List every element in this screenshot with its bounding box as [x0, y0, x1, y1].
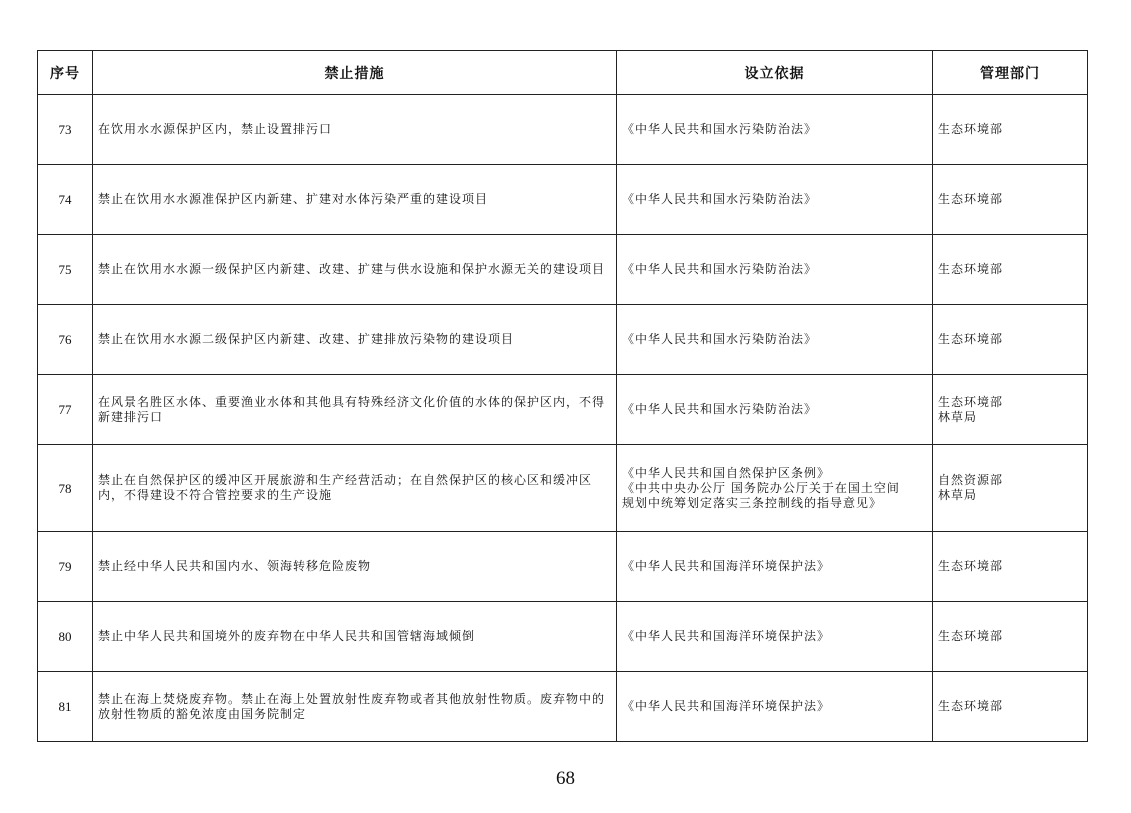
row-no: 73 [38, 95, 93, 165]
basis-line: 规划中统筹划定落实三条控制线的指导意见》 [622, 495, 883, 510]
prohibited-measures-table [37, 50, 1088, 742]
row-basis [617, 165, 933, 235]
row-no: 78 [38, 445, 93, 532]
row-no: 75 [38, 235, 93, 305]
row-basis [617, 445, 933, 532]
row-basis [617, 602, 933, 672]
row-measure: 禁止在自然保护区的缓冲区开展旅游和生产经营活动；在自然保护区的核心区和缓冲区内，不得建设不符合管控要求的生产设施 [93, 445, 617, 532]
row-dept [933, 602, 1088, 672]
row-basis [617, 672, 933, 742]
table-row [38, 165, 1088, 235]
basis-line: 《中华人民共和国水污染防治法》 [622, 262, 818, 276]
header-no: 序号 [38, 51, 93, 95]
dept-line: 生态环境部 [938, 394, 1004, 409]
dept-line: 生态环境部 [938, 122, 1004, 136]
row-no: 79 [38, 532, 93, 602]
row-measure: 在饮用水水源保护区内，禁止设置排污口 [93, 95, 617, 165]
table-row [38, 602, 1088, 672]
row-basis [617, 305, 933, 375]
dept-line: 生态环境部 [938, 332, 1004, 346]
row-dept [933, 95, 1088, 165]
row-basis [617, 375, 933, 445]
table-row [38, 235, 1088, 305]
basis-line: 《中华人民共和国水污染防治法》 [622, 122, 818, 136]
header-basis: 设立依据 [617, 51, 933, 95]
table-row [38, 375, 1088, 445]
dept-line: 林草局 [938, 488, 978, 502]
row-dept [933, 305, 1088, 375]
basis-line: 《中华人民共和国水污染防治法》 [622, 192, 818, 206]
row-measure: 禁止在海上焚烧废弃物。禁止在海上处置放射性废弃物或者其他放射性物质。废弃物中的放射性物质的豁免浓度由国务院制定 [93, 672, 617, 742]
basis-line: 《中华人民共和国海洋环境保护法》 [622, 559, 831, 573]
basis-line: 《中华人民共和国自然保护区条例》 [622, 465, 831, 480]
row-dept [933, 672, 1088, 742]
row-basis [617, 532, 933, 602]
row-measure: 禁止在饮用水水源准保护区内新建、扩建对水体污染严重的建设项目 [93, 165, 617, 235]
dept-line: 林草局 [938, 409, 978, 424]
row-no: 77 [38, 375, 93, 445]
row-dept [933, 165, 1088, 235]
table-header-row [38, 51, 1088, 95]
table-row [38, 532, 1088, 602]
dept-line: 生态环境部 [938, 699, 1004, 713]
page-number: 68 [556, 768, 575, 789]
row-basis [617, 95, 933, 165]
dept-line: 自然资源部 [938, 473, 1004, 487]
basis-line: 《中华人民共和国海洋环境保护法》 [622, 629, 831, 643]
header-measure: 禁止措施 [93, 51, 617, 95]
table-row [38, 95, 1088, 165]
basis-line: 《中共中央办公厅 国务院办公厅关于在国土空间 [622, 480, 900, 495]
row-no: 74 [38, 165, 93, 235]
row-dept [933, 532, 1088, 602]
row-basis [617, 235, 933, 305]
row-dept [933, 375, 1088, 445]
row-measure: 禁止在饮用水水源一级保护区内新建、改建、扩建与供水设施和保护水源无关的建设项目 [93, 235, 617, 305]
row-measure: 禁止中华人民共和国境外的废弃物在中华人民共和国管辖海域倾倒 [93, 602, 617, 672]
table-row [38, 672, 1088, 742]
row-measure: 禁止在饮用水水源二级保护区内新建、改建、扩建排放污染物的建设项目 [93, 305, 617, 375]
row-no: 76 [38, 305, 93, 375]
row-measure: 在风景名胜区水体、重要渔业水体和其他具有特殊经济文化价值的水体的保护区内，不得新建排污口 [93, 375, 617, 445]
row-dept [933, 445, 1088, 532]
table-row [38, 305, 1088, 375]
basis-line: 《中华人民共和国水污染防治法》 [622, 332, 818, 346]
row-no: 81 [38, 672, 93, 742]
basis-line: 《中华人民共和国海洋环境保护法》 [622, 699, 831, 713]
row-measure: 禁止经中华人民共和国内水、领海转移危险废物 [93, 532, 617, 602]
table-row [38, 445, 1088, 532]
dept-line: 生态环境部 [938, 559, 1004, 573]
dept-line: 生态环境部 [938, 262, 1004, 276]
row-dept [933, 235, 1088, 305]
dept-line: 生态环境部 [938, 192, 1004, 206]
header-dept: 管理部门 [933, 51, 1088, 95]
basis-line: 《中华人民共和国水污染防治法》 [622, 402, 818, 416]
row-no: 80 [38, 602, 93, 672]
dept-line: 生态环境部 [938, 629, 1004, 643]
